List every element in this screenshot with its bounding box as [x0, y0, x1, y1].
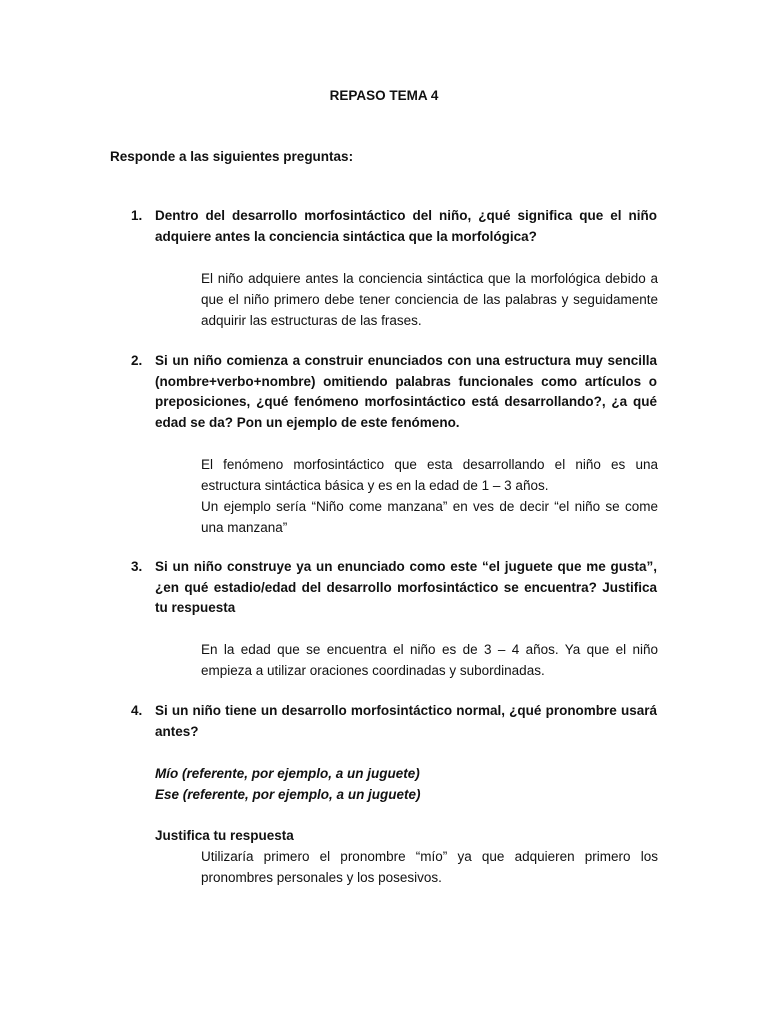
option-mio: Mío (referente, por ejemplo, a un juguete) [155, 766, 420, 781]
question-text: Si un niño comienza a construir enunciados con una estructura muy sencilla (nombre+verbo+nombre) omitiendo palabras funcionales como artículos o preposiciones, ¿qué fenómeno morfosintáctico está desarrollando?, ¿a qué edad se da? Pon un ejemplo de este fenómeno. [155, 353, 657, 431]
question-text: Dentro del desarrollo morfosintáctico del niño, ¿qué significa que el niño adquiere antes la conciencia sintáctica que la morfológica? [155, 208, 657, 244]
question-number: 2. [131, 353, 143, 368]
question-number: 1. [131, 208, 143, 223]
question-number: 3. [131, 559, 143, 574]
question-1 [131, 206, 657, 247]
instructions-text: Responde a las siguientes preguntas: [110, 149, 354, 164]
answer-4 [201, 846, 658, 888]
answer-paragraph: El fenómeno morfosintáctico que esta desarrollando el niño es una estructura sintáctica básica y es en la edad de 1 – 3 años. [201, 457, 658, 493]
page-title: REPASO TEMA 4 [329, 88, 439, 103]
justify-label: Justifica tu respuesta [155, 828, 294, 843]
question-3 [131, 557, 657, 619]
question-4 [131, 701, 657, 742]
answer-3 [201, 639, 658, 681]
answer-paragraph: El niño adquiere antes la conciencia sintáctica que la morfológica debido a que el niño primero debe tener conciencia de las palabras y seguidamente adquirir las estructuras de las frases. [201, 271, 658, 328]
question-number: 4. [131, 703, 143, 718]
question-2 [131, 351, 657, 434]
pronoun-options [155, 763, 421, 805]
question-text: Si un niño tiene un desarrollo morfosintáctico normal, ¿qué pronombre usará antes? [155, 703, 657, 739]
answer-paragraph: En la edad que se encuentra el niño es de 3 – 4 años. Ya que el niño empieza a utilizar oraciones coordinadas y subordinadas. [201, 642, 658, 678]
answer-2 [201, 454, 658, 538]
question-text: Si un niño construye ya un enunciado como este “el juguete que me gusta”, ¿en qué estadio/edad del desarrollo morfosintáctico se encuentra? Justifica tu respuesta [155, 559, 657, 616]
option-ese: Ese (referente, por ejemplo, a un juguete) [155, 787, 421, 802]
answer-1 [201, 268, 658, 331]
answer-paragraph: Un ejemplo sería “Niño come manzana” en ves de decir “el niño se come una manzana” [201, 499, 658, 535]
answer-paragraph: Utilizaría primero el pronombre “mío” ya que adquieren primero los pronombres personales y los posesivos. [201, 849, 658, 885]
